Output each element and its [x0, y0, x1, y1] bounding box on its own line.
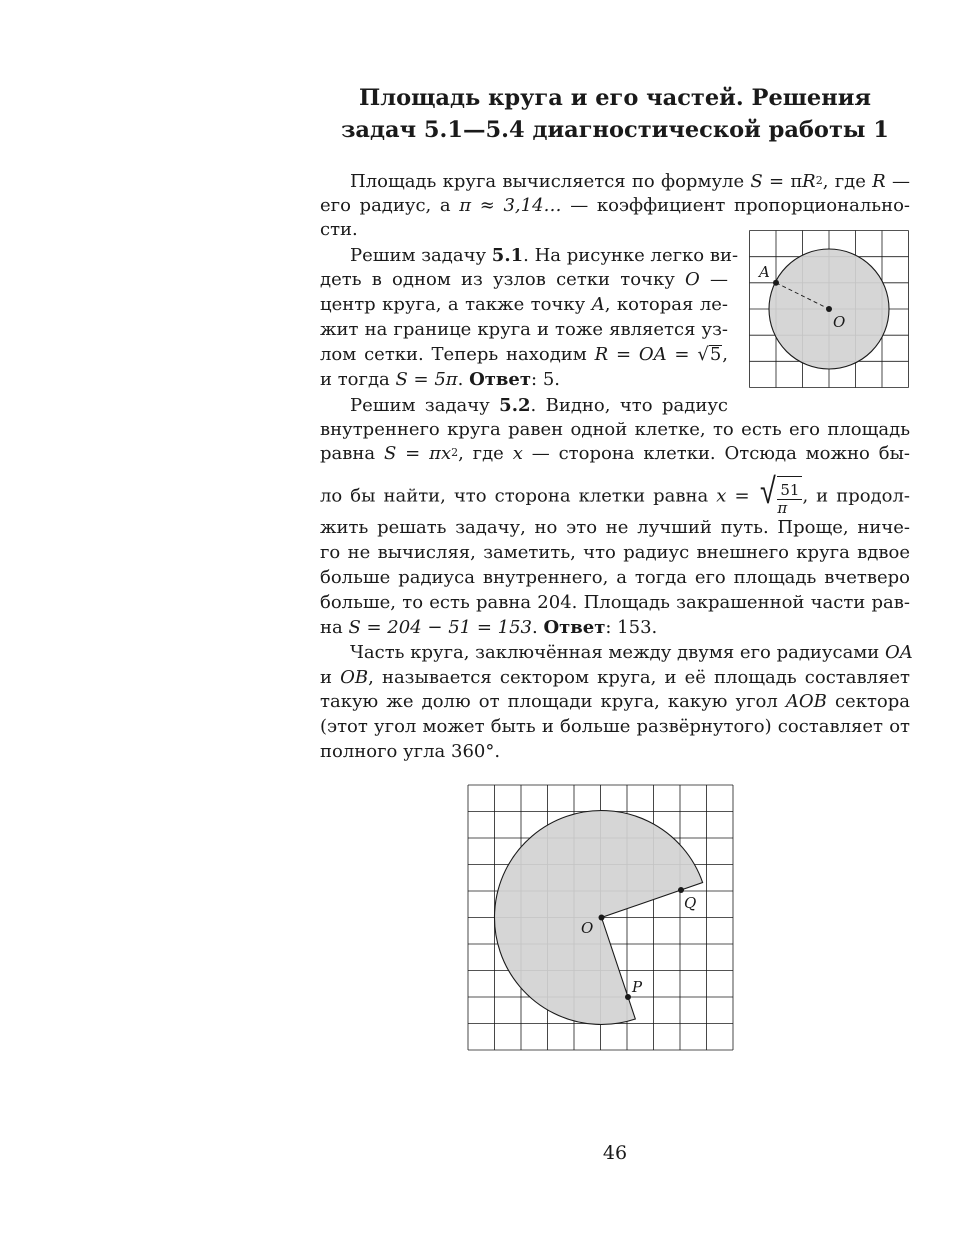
point-o [599, 915, 605, 921]
sqrt-fraction: √ $\frac{51}{\pi}$ [758, 472, 803, 521]
problem-5-2-line-6: го не вычисляя, заметить, что радиус внешнего круга вдвое [320, 542, 910, 563]
title-line-2: задач 5.1—5.4 диагностической работы 1 [341, 117, 889, 143]
sector-paragraph-line-3: такую же долю от площади круга, какую угол AOB сектора [320, 691, 910, 712]
point-p [625, 994, 631, 1000]
sector-grid-figure [467, 784, 737, 1052]
point-a [773, 280, 779, 286]
sector-paragraph-line-4: (этот угол может быть и больше развёрнутого) составляет от [320, 716, 910, 737]
label-p: P [632, 978, 643, 996]
formula-paragraph-line-2: его радиус, а π ≈ 3,14… — коэффициент пропорционально- [320, 195, 910, 216]
label-o: O [581, 919, 594, 937]
problem-5-2-line-7: больше радиуса внутреннего, а тогда его площадь вчетверо [320, 567, 910, 588]
problem-5-1-line-2: деть в одном из узлов сетки точку O — [320, 269, 728, 290]
problem-5-1-line-5: лом сетки. Теперь находим R = OA = √5, [320, 344, 728, 365]
sector-paragraph-line-1: Часть круга, заключённая между двумя его радиусами OA [350, 642, 913, 663]
title-line-1: Площадь круга и его частей. Решения [358, 85, 872, 111]
formula-paragraph-line-3: сти. [320, 219, 358, 240]
problem-5-2-line-8: больше, то есть равна 204. Площадь закрашенной части рав- [320, 592, 910, 613]
problem-5-2-line-9: на S = 204 − 51 = 153. Ответ: 153. [320, 617, 658, 638]
problem-5-2-line-3: равна $S = \pi x^2$, где x — сторона клетки. Отсюда можно бы- [320, 443, 910, 464]
problem-5-2-line-1: Решим задачу 5.2. Видно, что радиус [350, 395, 729, 416]
page-number: 46 [602, 1142, 628, 1164]
label-o: O [833, 313, 846, 331]
problem-5-2-line-4: ло бы найти, что сторона клетки равна x = √ $\frac{51}{\pi}$ , и продол- [320, 472, 910, 521]
circle-grid-figure [749, 230, 911, 390]
page-title [320, 82, 910, 146]
problem-5-2-line-5: жить решать задачу, но это не лучший путь. Проще, ниче- [320, 517, 910, 538]
problem-5-2-line-2: внутреннего круга равен одной клетке, то есть его площадь [320, 419, 910, 440]
label-q: Q [684, 894, 697, 912]
problem-5-1-line-4: жит на границе круга и тоже является уз- [320, 319, 728, 340]
formula-paragraph-line-1: Площадь круга вычисляется по формуле $S = \pi R^2$, где R — [350, 171, 910, 192]
point-o [826, 306, 832, 312]
sector-paragraph-line-5: полного угла 360°. [320, 741, 501, 762]
sector-paragraph-line-2: и OB, называется сектором круга, и её площадь составляет [320, 667, 910, 688]
problem-5-1-line-3: центр круга, а также точку A, которая ле- [320, 294, 728, 315]
point-q [678, 887, 684, 893]
label-a: A [759, 263, 770, 281]
problem-5-1-line-1: Решим задачу 5.1. На рисунке легко ви- [350, 245, 739, 266]
problem-5-1-line-6: и тогда S = 5π. Ответ: 5. [320, 369, 560, 390]
